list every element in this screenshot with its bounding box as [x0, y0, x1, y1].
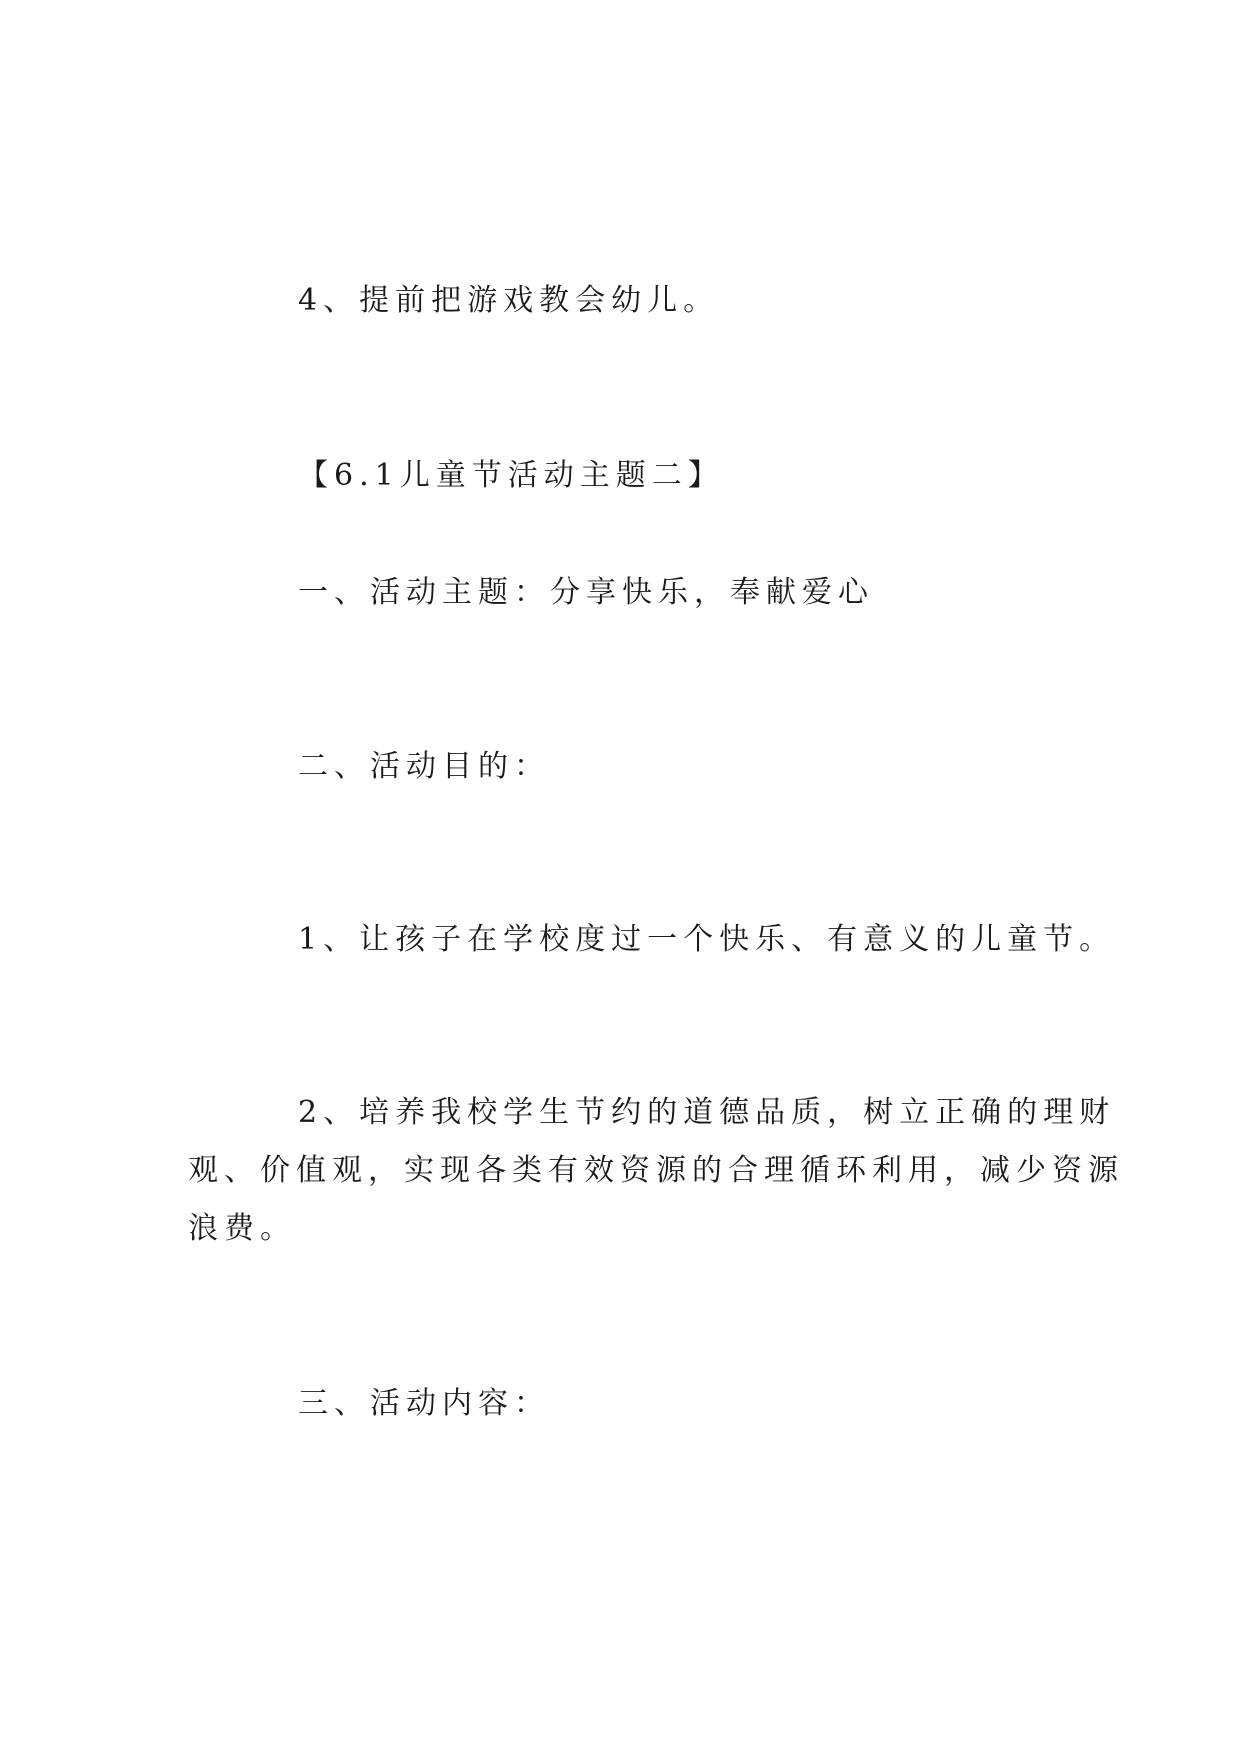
- activity-purpose-heading: 二、活动目的：: [298, 749, 550, 784]
- purpose-item-1: 1、让孩子在学校度过一个快乐、有意义的儿童节。: [298, 922, 1116, 957]
- activity-content-heading: 三、活动内容：: [298, 1386, 550, 1421]
- purpose-item-2-line-1: 2、培养我校学生节约的道德品质，树立正确的理财: [298, 1095, 1116, 1130]
- section-heading-theme-two: 【6.1儿童节活动主题二】: [298, 458, 724, 493]
- list-item-4: 4、提前把游戏教会幼儿。: [298, 283, 720, 318]
- purpose-item-2-line-3: 浪费。: [188, 1211, 296, 1246]
- purpose-item-2-line-2: 观、价值观，实现各类有效资源的合理循环利用，减少资源: [188, 1153, 1124, 1188]
- activity-theme-line: 一、活动主题：分享快乐，奉献爱心: [298, 575, 874, 610]
